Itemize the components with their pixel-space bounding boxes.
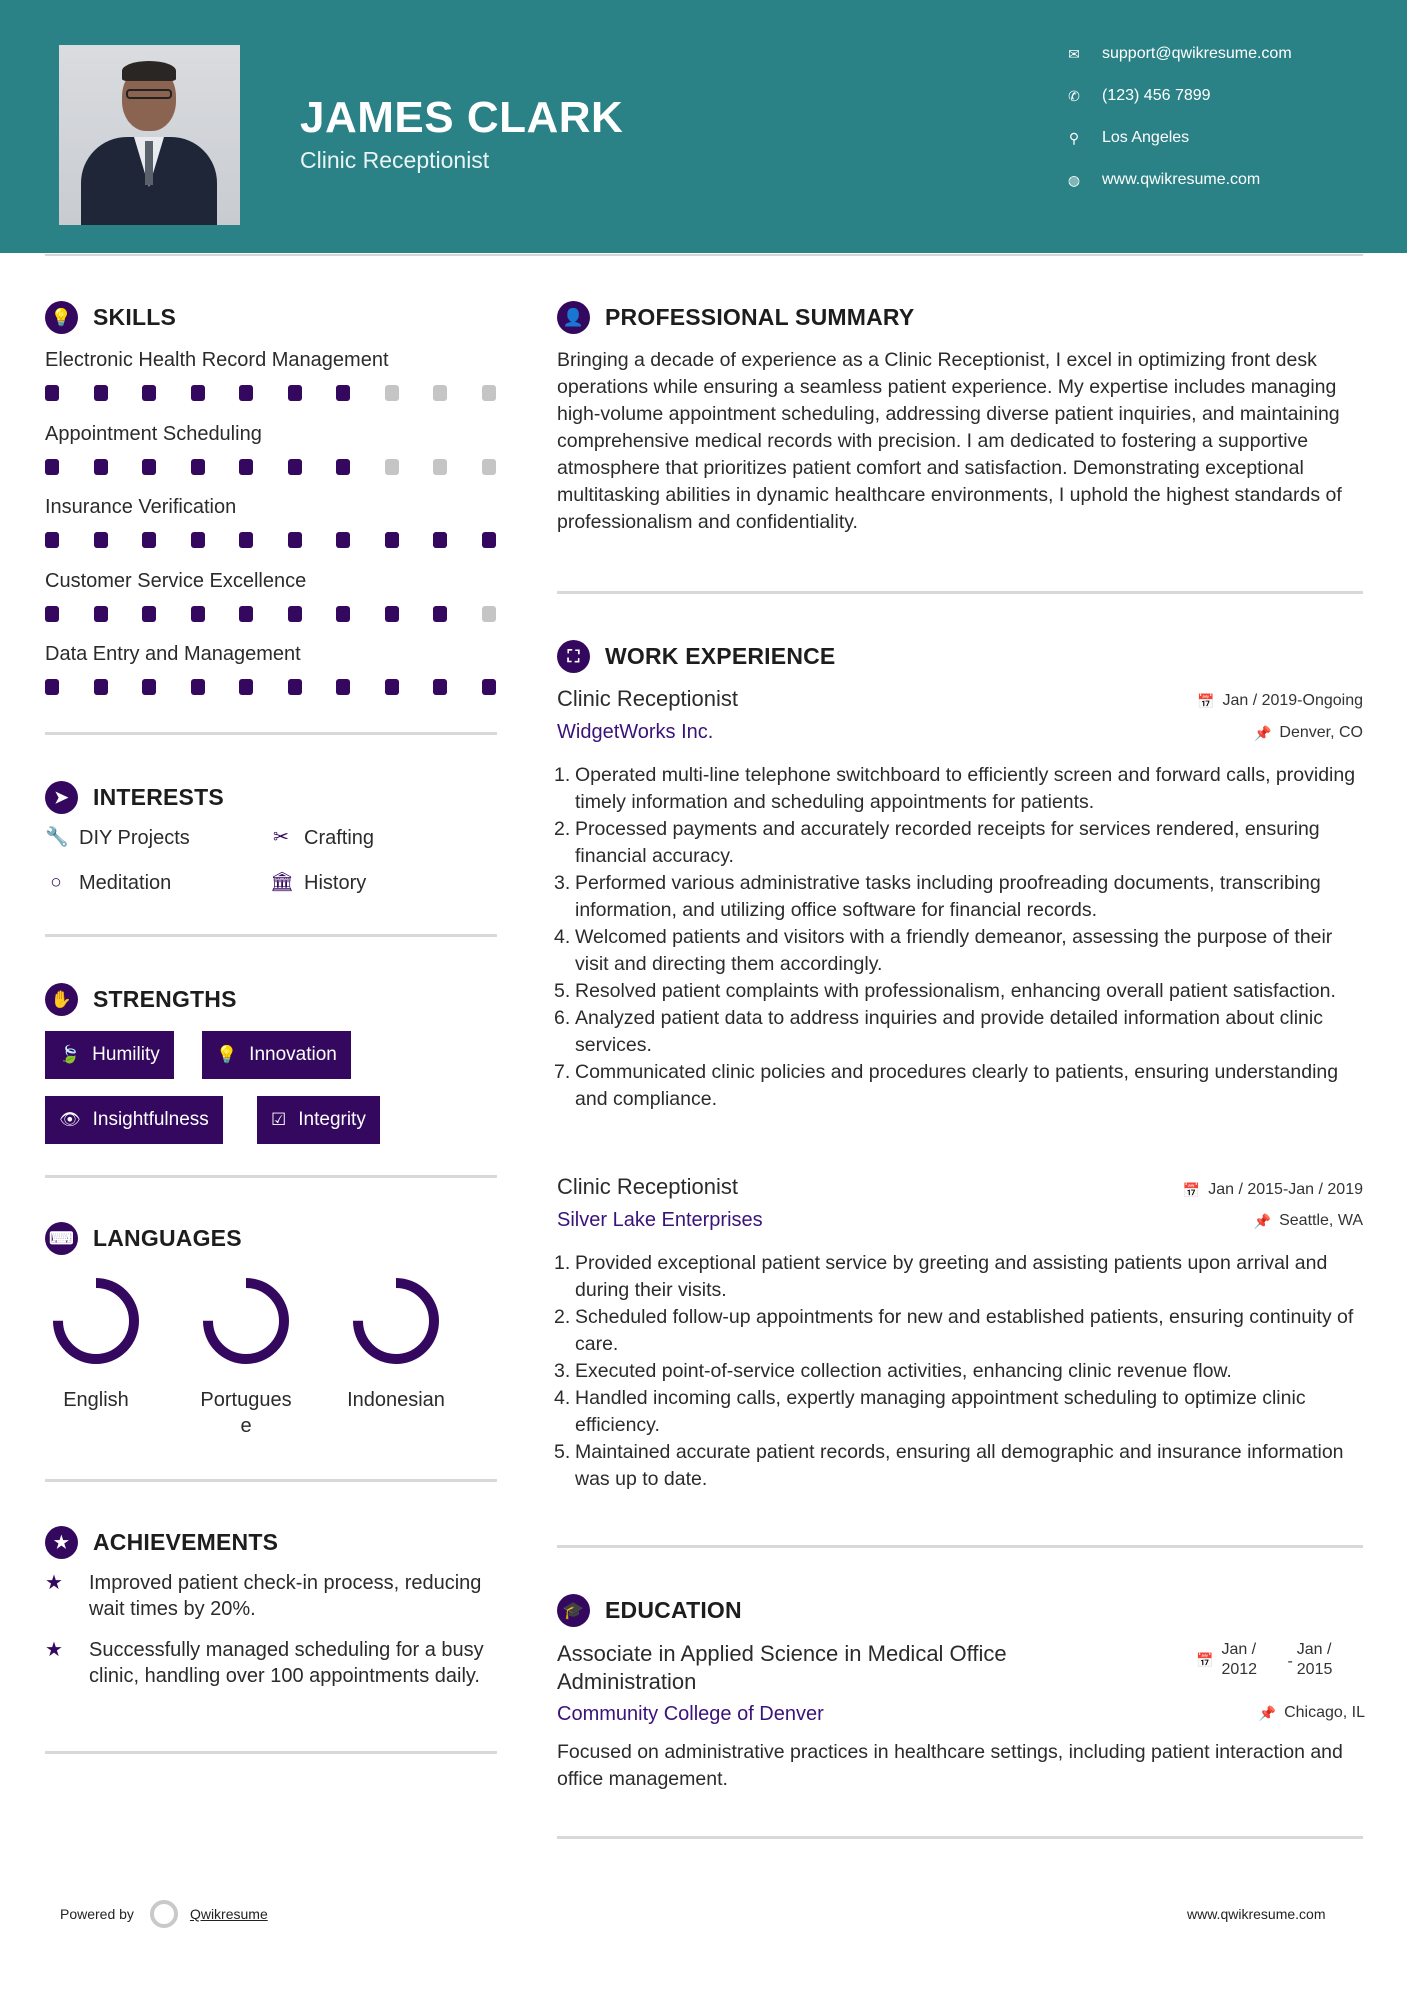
hand-icon: ✋ [45,983,78,1016]
globe-icon: ◍ [1067,172,1081,188]
task-text: Handled incoming calls, expertly managing appointment scheduling to optimize clinic efficiency. [575,1387,1306,1436]
strength-chip [45,1031,174,1079]
task-item [554,870,1365,924]
rating-dot-filled [142,679,156,695]
rating-dot-filled [45,679,59,695]
pushpin-icon: 📌 [1253,1212,1272,1229]
contact-website[interactable] [1065,170,1260,190]
rating-dot-filled [191,679,205,695]
job-dates [1000,692,1363,710]
rating-dot-filled [336,459,350,475]
rating-dot-filled [385,532,399,548]
rating-dot-filled [336,606,350,622]
wrench-icon: 🔧 [45,827,69,848]
interest-label: Meditation [79,872,172,894]
job-dates-text: Jan / 2015-Jan / 2019 [1208,1181,1363,1198]
task-number: 3. [554,1360,571,1382]
education-heading [557,1594,742,1627]
contact-website-text: www.qwikresume.com [1102,171,1261,188]
task-number: 6. [554,1007,571,1029]
job-location [1000,724,1363,742]
footer-website[interactable]: www.qwikresume.com [1187,1906,1326,1922]
skill-rating [45,679,530,695]
footer-brand-link[interactable]: Qwikresume [189,1906,268,1922]
achievement-text: Improved patient check-in process, reducing wait times by 20%. [89,1572,482,1620]
education-location [1100,1704,1365,1722]
envelope-icon: ✉ [1068,46,1080,62]
task-text: Operated multi-line telephone switchboard to efficiently screen and forward calls, providing timely information and scheduling appointments for patients. [575,764,1356,813]
education-heading-text: EDUCATION [605,1597,742,1623]
rating-dot-filled [94,459,108,475]
task-text: Executed point-of-service collection activities, enhancing clinic revenue flow. [575,1360,1232,1382]
rating-dot-filled [288,385,302,401]
strength-label: Humility [92,1044,160,1065]
leaf-icon: 🍃 [59,1045,81,1064]
task-number: 3. [554,872,571,894]
job-dates [1000,1181,1363,1199]
task-text: Analyzed patient data to address inquiries and provide detailed information about clinic services. [575,1007,1323,1056]
interest-item [270,870,366,896]
contact-location-text: Los Angeles [1102,129,1190,146]
rating-dot-empty [433,385,447,401]
rating-dot-filled [94,679,108,695]
checkbox-icon: ☑ [271,1110,287,1129]
job-location-text: Seattle, WA [1279,1212,1363,1229]
job-location-text: Denver, CO [1279,724,1363,741]
user-icon: 👤 [557,301,590,334]
job-company: Silver Lake Enterprises [557,1209,763,1231]
achievements-heading [45,1526,278,1559]
calendar-icon: 📅 [1197,692,1215,709]
strength-chip [257,1096,380,1144]
section-divider [45,934,497,937]
rating-dot-filled [239,606,253,622]
interests-heading-text: INTERESTS [93,784,224,810]
interest-item [45,870,171,896]
rating-dot-filled [288,459,302,475]
task-number: 2. [554,1306,571,1328]
task-text: Performed various administrative tasks including proofreading documents, transcribing information, and utilizing office software for financial records. [575,872,1321,921]
rating-dot-filled [94,532,108,548]
rating-dot-filled [45,459,59,475]
rating-dot-empty [482,385,496,401]
task-item [554,1005,1365,1059]
rating-dot-filled [482,532,496,548]
photo-tie [145,141,153,185]
date-separator: - [1287,1653,1293,1670]
task-number: 5. [554,1441,571,1463]
office-chair-icon: ⛶ [557,640,590,673]
strength-label: Integrity [298,1109,366,1130]
task-number: 7. [554,1061,571,1083]
shooting-star-icon: ★ [45,1639,63,1661]
powered-by-text: Powered by [60,1906,134,1922]
skills-heading-text: SKILLS [93,304,176,330]
rating-dot-filled [191,606,205,622]
contact-phone-text: (123) 456 7899 [1102,87,1211,104]
eye-icon: 👁 [59,1110,81,1129]
rating-dot-empty [482,606,496,622]
achievement-text: Successfully managed scheduling for a busy clinic, handling over 100 appointments daily. [89,1639,484,1687]
museum-icon: 🏛 [270,872,295,893]
task-text: Provided exceptional patient service by greeting and assisting patients upon arrival and during their visits. [575,1252,1328,1301]
language-level-arc [358,1283,434,1359]
education-description: Focused on administrative practices in healthcare settings, including patient interaction and office management. [557,1741,1343,1790]
phone-icon: ✆ [1068,88,1080,104]
skill-name: Electronic Health Record Management [45,349,389,371]
task-number: 4. [554,1387,571,1409]
footer-powered-by [60,1900,268,1928]
task-number: 5. [554,980,571,1002]
rating-dot-filled [336,532,350,548]
rating-dot-filled [288,606,302,622]
interest-item [270,825,374,851]
education-dates [1196,1640,1366,1680]
skill-name: Insurance Verification [45,496,237,518]
education-location-text: Chicago, IL [1284,1704,1365,1721]
rating-dot-filled [336,679,350,695]
rating-dot-filled [142,459,156,475]
skill-name: Data Entry and Management [45,643,301,665]
task-text: Resolved patient complaints with professionalism, enhancing overall patient satisfaction. [575,980,1336,1002]
section-divider [557,1836,1363,1839]
strengths-heading-text: STRENGTHS [93,986,237,1012]
rating-dot-filled [239,385,253,401]
interests-heading [45,781,224,814]
strengths-heading [45,983,237,1016]
task-number: 4. [554,926,571,948]
skill-rating [45,532,530,548]
language-level-arc [208,1283,284,1359]
skill-name: Appointment Scheduling [45,422,262,445]
skill-name: Customer Service Excellence [45,569,307,592]
contact-email[interactable] [1065,44,1292,64]
task-item [554,1059,1365,1113]
circle-icon: ○ [50,872,62,893]
education-date-end: Jan / 2015 [1296,1641,1333,1678]
strength-label: Innovation [249,1044,337,1065]
summary-text: Bringing a decade of experience as a Clinic Receptionist, I excel in optimizing front desk operations while ensuring a seamless patient experience. My expertise includes managing high-volume appointment scheduling, addressing diverse patient inquiries, and maintaining comprehensive medical records with precision. I am dedicated to fostering a supportive atmosphere that prioritizes patient comfort and satisfaction. Demonstrating exceptional multitasking abilities in dynamic healthcare environments, I uphold the highest standards of professionalism and confidentiality. [557,349,1342,533]
language-ring [202,1277,290,1365]
task-number: 2. [554,818,571,840]
section-divider [557,591,1363,594]
rating-dot-filled [433,606,447,622]
languages-heading-text: LANGUAGES [93,1225,242,1251]
calendar-icon: 📅 [1196,1652,1214,1668]
education-date-start: Jan / 2012 [1221,1641,1258,1678]
interest-label: Crafting [304,827,375,849]
rating-dot-filled [385,679,399,695]
achievement-item [45,1637,500,1689]
candidate-title: Clinic Receptionist [300,147,490,173]
task-item [554,978,1365,1005]
rating-dot-filled [433,679,447,695]
rating-dot-filled [45,385,59,401]
section-divider [45,1479,497,1482]
rating-dot-filled [239,459,253,475]
photo-glasses [126,89,172,99]
task-text: Processed payments and accurately recorded receipts for services rendered, ensuring financial accuracy. [575,818,1320,867]
rating-dot-filled [142,606,156,622]
job-title: Clinic Receptionist [557,1174,738,1199]
strength-chip [45,1096,223,1144]
header-divider [45,254,1363,256]
task-number: 1. [554,764,571,786]
task-item [554,924,1365,978]
rating-dot-filled [336,385,350,401]
task-item [554,1385,1365,1439]
achievement-item [45,1570,500,1622]
rating-dot-filled [239,679,253,695]
qwikresume-logo-icon [150,1900,178,1928]
star-badge-icon: ★ [45,1526,78,1559]
rating-dot-filled [482,679,496,695]
task-text: Welcomed patients and visitors with a friendly demeanor, assessing the purpose of their visit and directing them accordingly. [575,926,1333,975]
rating-dot-filled [142,385,156,401]
skill-rating [45,459,530,475]
section-divider [557,1545,1363,1548]
experience-heading-text: WORK EXPERIENCE [605,643,836,669]
rating-dot-filled [191,459,205,475]
rating-dot-filled [45,532,59,548]
rating-dot-empty [433,459,447,475]
rating-dot-empty [482,459,496,475]
pushpin-icon: 📌 [1258,1704,1277,1721]
job-dates-text: Jan / 2019-Ongoing [1222,692,1363,709]
candidate-name: JAMES CLARK [300,93,624,142]
contact-phone[interactable] [1065,86,1211,106]
job-title: Clinic Receptionist [557,686,738,711]
strength-chip [202,1031,351,1079]
scissors-icon: ✂ [273,827,289,848]
section-divider [45,1175,497,1178]
contact-email-text: support@qwikresume.com [1102,45,1292,62]
language-ring [52,1277,140,1365]
shooting-star-icon: ★ [45,1572,63,1594]
experience-heading [557,640,835,673]
task-item [554,1358,1365,1385]
interest-label: History [304,872,367,894]
translate-icon: ⌨ [45,1222,78,1255]
task-item [554,762,1365,816]
task-text: Maintained accurate patient records, ensuring all demographic and insurance information was up to date. [575,1441,1344,1490]
language-name: English [63,1389,129,1411]
job-tasks [554,1250,1365,1493]
task-number: 1. [554,1252,571,1274]
summary-heading [557,301,914,334]
task-text: Communicated clinic policies and procedures clearly to patients, ensuring understanding and compliance. [575,1061,1339,1110]
lightbulb-icon: 💡 [45,301,78,334]
pushpin-icon: 📌 [1253,724,1272,741]
lightbulb-icon: 💡 [216,1045,238,1064]
task-item [554,816,1365,870]
rating-dot-filled [433,532,447,548]
job-tasks [554,762,1365,1113]
rating-dot-empty [385,385,399,401]
location-pin-icon: ⚲ [1068,130,1080,146]
rating-dot-filled [191,385,205,401]
language-ring [352,1277,440,1365]
summary-heading-text: PROFESSIONAL SUMMARY [605,304,915,330]
task-item [554,1250,1365,1304]
task-text: Scheduled follow-up appointments for new and established patients, ensuring continuity of care. [575,1306,1354,1355]
task-item [554,1304,1365,1358]
rating-dot-empty [385,459,399,475]
achievements-heading-text: ACHIEVEMENTS [93,1529,279,1555]
job-company: WidgetWorks Inc. [557,721,714,743]
graduate-icon: 🎓 [557,1594,590,1627]
education-degree: Associate in Applied Science in Medical Office Administration [557,1641,1007,1694]
task-item [554,1439,1365,1493]
languages-heading [45,1222,242,1255]
language-name: Indonesian [347,1389,445,1411]
education-school: Community College of Denver [557,1703,824,1725]
skill-rating [45,385,530,401]
rating-dot-filled [94,385,108,401]
interest-label: DIY Projects [79,827,190,849]
rating-dot-filled [239,532,253,548]
rating-dot-filled [45,606,59,622]
section-divider [45,732,497,735]
language-name: Portugues e [200,1389,292,1437]
strength-label: Insightfulness [92,1109,209,1130]
rating-dot-filled [385,606,399,622]
calendar-icon: 📅 [1182,1181,1201,1198]
interest-item [45,825,190,851]
job-location [1000,1212,1363,1230]
rating-dot-filled [142,532,156,548]
section-divider [45,1751,497,1754]
rating-dot-filled [191,532,205,548]
rating-dot-filled [94,606,108,622]
profile-photo [59,45,240,225]
rating-dot-filled [288,679,302,695]
skill-rating [45,606,530,622]
language-level-arc [58,1283,134,1359]
skills-heading [45,301,176,334]
photo-hair [122,61,176,81]
paper-plane-icon: ➤ [45,781,78,814]
contact-location [1065,128,1189,148]
rating-dot-filled [288,532,302,548]
